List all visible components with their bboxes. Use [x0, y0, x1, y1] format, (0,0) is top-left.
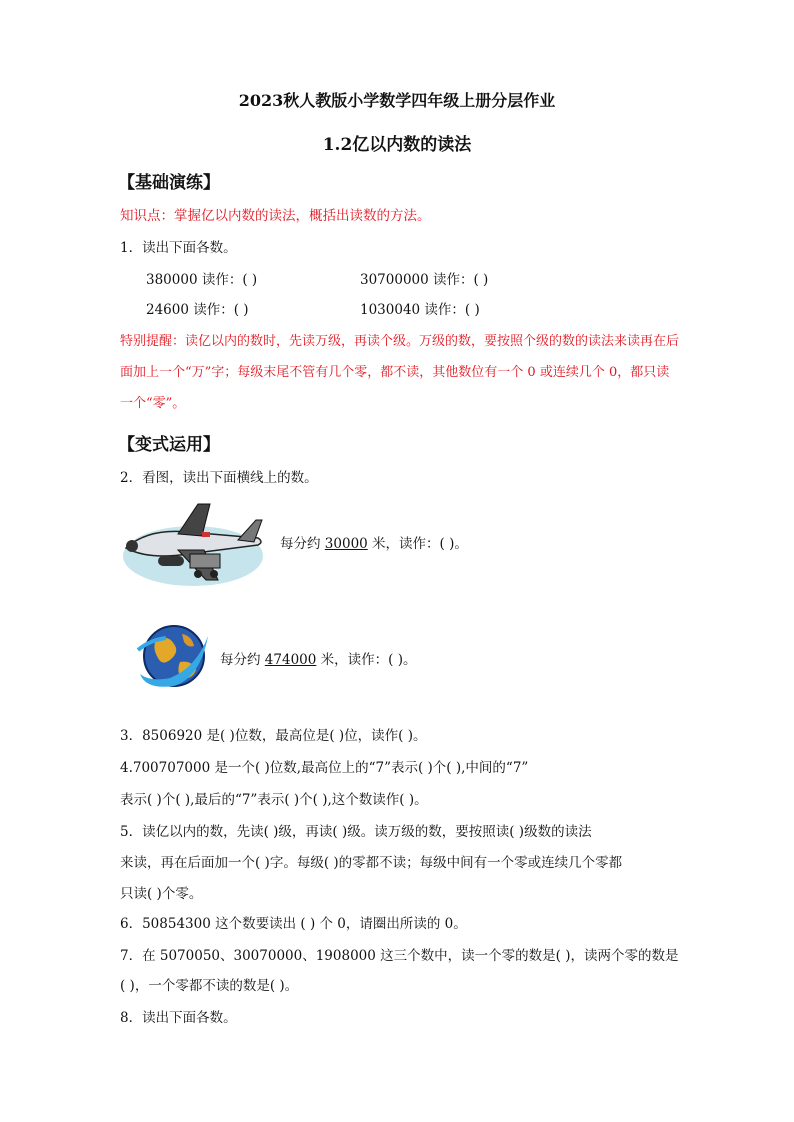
question-2-label: 2．看图，读出下面横线上的数。 — [120, 470, 318, 486]
question-7-line-1: 7．在 5070050、30070000、1908000 这三个数中，读一个零的数是( )，读两个零的数是 — [120, 948, 679, 964]
question-5-line-1: 5．读亿以内的数，先读( )级，再读( )级。读万级的数，要按照读( )级数的读法 — [120, 824, 592, 840]
plane-speed-text: 每分约 30000 米，读作：( )。 — [280, 536, 468, 552]
q1-item-1: 380000 读作：( ) — [146, 272, 258, 288]
question-6: 6．50854300 这个数要读出 ( ) 个 0，请圈出所读的 0。 — [120, 916, 467, 932]
question-5-line-3: 只读( )个零。 — [120, 886, 203, 902]
section-heading-variant: 【变式运用】 — [118, 435, 220, 455]
earth-speed-text: 每分约 474000 米，读作：( )。 — [220, 652, 417, 668]
q1-item-3: 24600 读作：( ) — [146, 302, 249, 318]
knowledge-point: 知识点：掌握亿以内数的读法，概括出读数的方法。 — [120, 208, 431, 224]
question-4-line-1: 4.700707000 是一个( )位数,最高位上的“7”表示( )个( ),中间的“7” — [120, 760, 529, 776]
q1-item-4: 1030040 读作：( ) — [360, 302, 480, 318]
question-1-label: 1．读出下面各数。 — [120, 240, 237, 256]
section-heading-basic: 【基础演练】 — [118, 173, 220, 193]
tip-line-1: 特别提醒：读亿以内的数时，先读万级，再读个级。万级的数，要按照个级的数的读法来读再在后 — [120, 334, 680, 349]
question-4-line-2: 表示( )个( ),最后的“7”表示( )个( ),这个数读作( )。 — [120, 792, 428, 808]
question-5-line-2: 来读，再在后面加一个( )字。每级( )的零都不读；每级中间有一个零或连续几个零都 — [120, 855, 623, 871]
plane-speed-number: 30000 — [324, 536, 368, 552]
earth-icon — [136, 616, 212, 698]
q1-item-2: 30700000 读作：( ) — [360, 272, 489, 288]
question-8: 8．读出下面各数。 — [120, 1010, 237, 1026]
question-3: 3．8506920 是( )位数，最高位是( )位，读作( )。 — [120, 728, 427, 744]
tip-line-3: 一个“零”。 — [120, 396, 186, 411]
airplane-icon — [118, 498, 268, 590]
page-subtitle: 1.2亿以内数的读法 — [322, 135, 472, 155]
page-title: 2023秋人教版小学数学四年级上册分层作业 — [238, 91, 556, 110]
earth-speed-number: 474000 — [264, 652, 317, 668]
tip-line-2: 面加上一个“万”字；每级末尾不管有几个零，都不读，其他数位有一个 0 或连续几个 0，都只读 — [120, 365, 670, 380]
question-7-line-2: ( )，一个零都不读的数是( )。 — [120, 978, 299, 994]
